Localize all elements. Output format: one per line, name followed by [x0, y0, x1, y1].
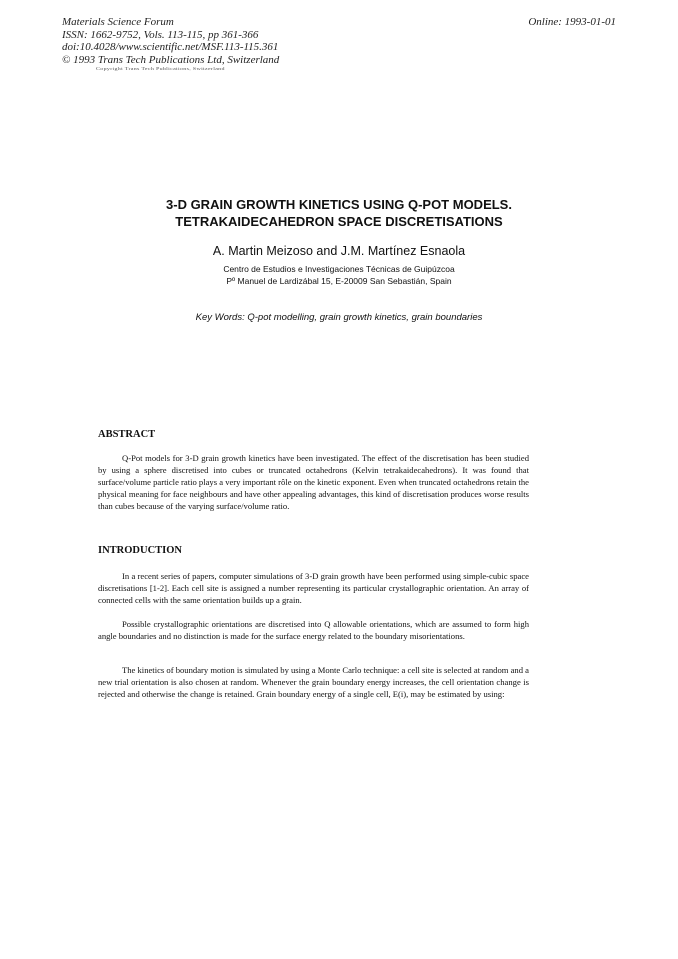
authors: A. Martin Meizoso and J.M. Martínez Esnaola: [212, 244, 466, 258]
affiliation-line-1: Centro de Estudios e Investigaciones Técnicas de Guipúzcoa: [223, 264, 455, 274]
faint-copyright-stamp: Copyright Trans Tech Publications, Switzerland: [96, 67, 225, 72]
keywords: Key Words: Q-pot modelling, grain growth kinetics, grain boundaries: [195, 312, 483, 323]
issn-line: ISSN: 1662-9752, Vols. 113-115, pp 361-366: [62, 28, 259, 41]
intro-paragraph-1: In a recent series of papers, computer simulations of 3-D grain growth have been performed using simple-cubic space discretisations [1-2]. Each cell site is assigned a number representing its particular crystallographic orientation. An array of connected cells with the same orientation builds up a grain.: [98, 571, 529, 605]
intro-paragraph-3: The kinetics of boundary motion is simulated by using a Monte Carlo technique: a cell site is selected at random and a new trial orientation is also chosen at random. Whenever the grain boundary energy increases, the cell orientation change is rejected and otherwise the change is retained. Grain boundary energy of a single cell, E(i), may be estimated by using:: [98, 665, 529, 699]
abstract-text: Q-Pot models for 3-D grain growth kinetics have been investigated. The effect of the discretisation has been studied by using a sphere discretised into cubes or truncated octahedrons (Kelvin tetrakaidecahedrons). It was found that surface/volume particle ratio plays a very important rôle on the kinetic exponent. Even when truncated octahedrons retain the physical meaning for face neighbours and have other appealing advantages, this kind of discretisation produces worse results than cubes because of the varying surface/volume ratio.: [98, 453, 529, 511]
title-line-1: 3-D GRAIN GROWTH KINETICS USING Q-POT MODELS.: [166, 197, 512, 212]
affiliation-line-2: Pº Manuel de Lardizábal 15, E-20009 San Sebastián, Spain: [226, 276, 452, 286]
online-date: Online: 1993-01-01: [528, 16, 616, 28]
intro-paragraph-2: Possible crystallographic orientations are discretised into Q allowable orientations, which are assumed to form high angle boundaries and no distinction is made for the surface energy related to the boundary misorientations.: [98, 619, 529, 641]
doi-line: doi:10.4028/www.scientific.net/MSF.113-115.361: [62, 41, 279, 53]
paper-title: [0, 196, 678, 230]
title-line-2: TETRAKAIDECAHEDRON SPACE DISCRETISATIONS: [175, 214, 503, 229]
introduction-heading: INTRODUCTION: [98, 545, 183, 556]
journal-name: Materials Science Forum: [62, 16, 174, 28]
copyright-line: © 1993 Trans Tech Publications Ltd, Switzerland: [62, 53, 280, 66]
affiliation: [0, 263, 678, 287]
journal-metadata: [62, 16, 279, 66]
abstract-heading: ABSTRACT: [98, 429, 156, 440]
